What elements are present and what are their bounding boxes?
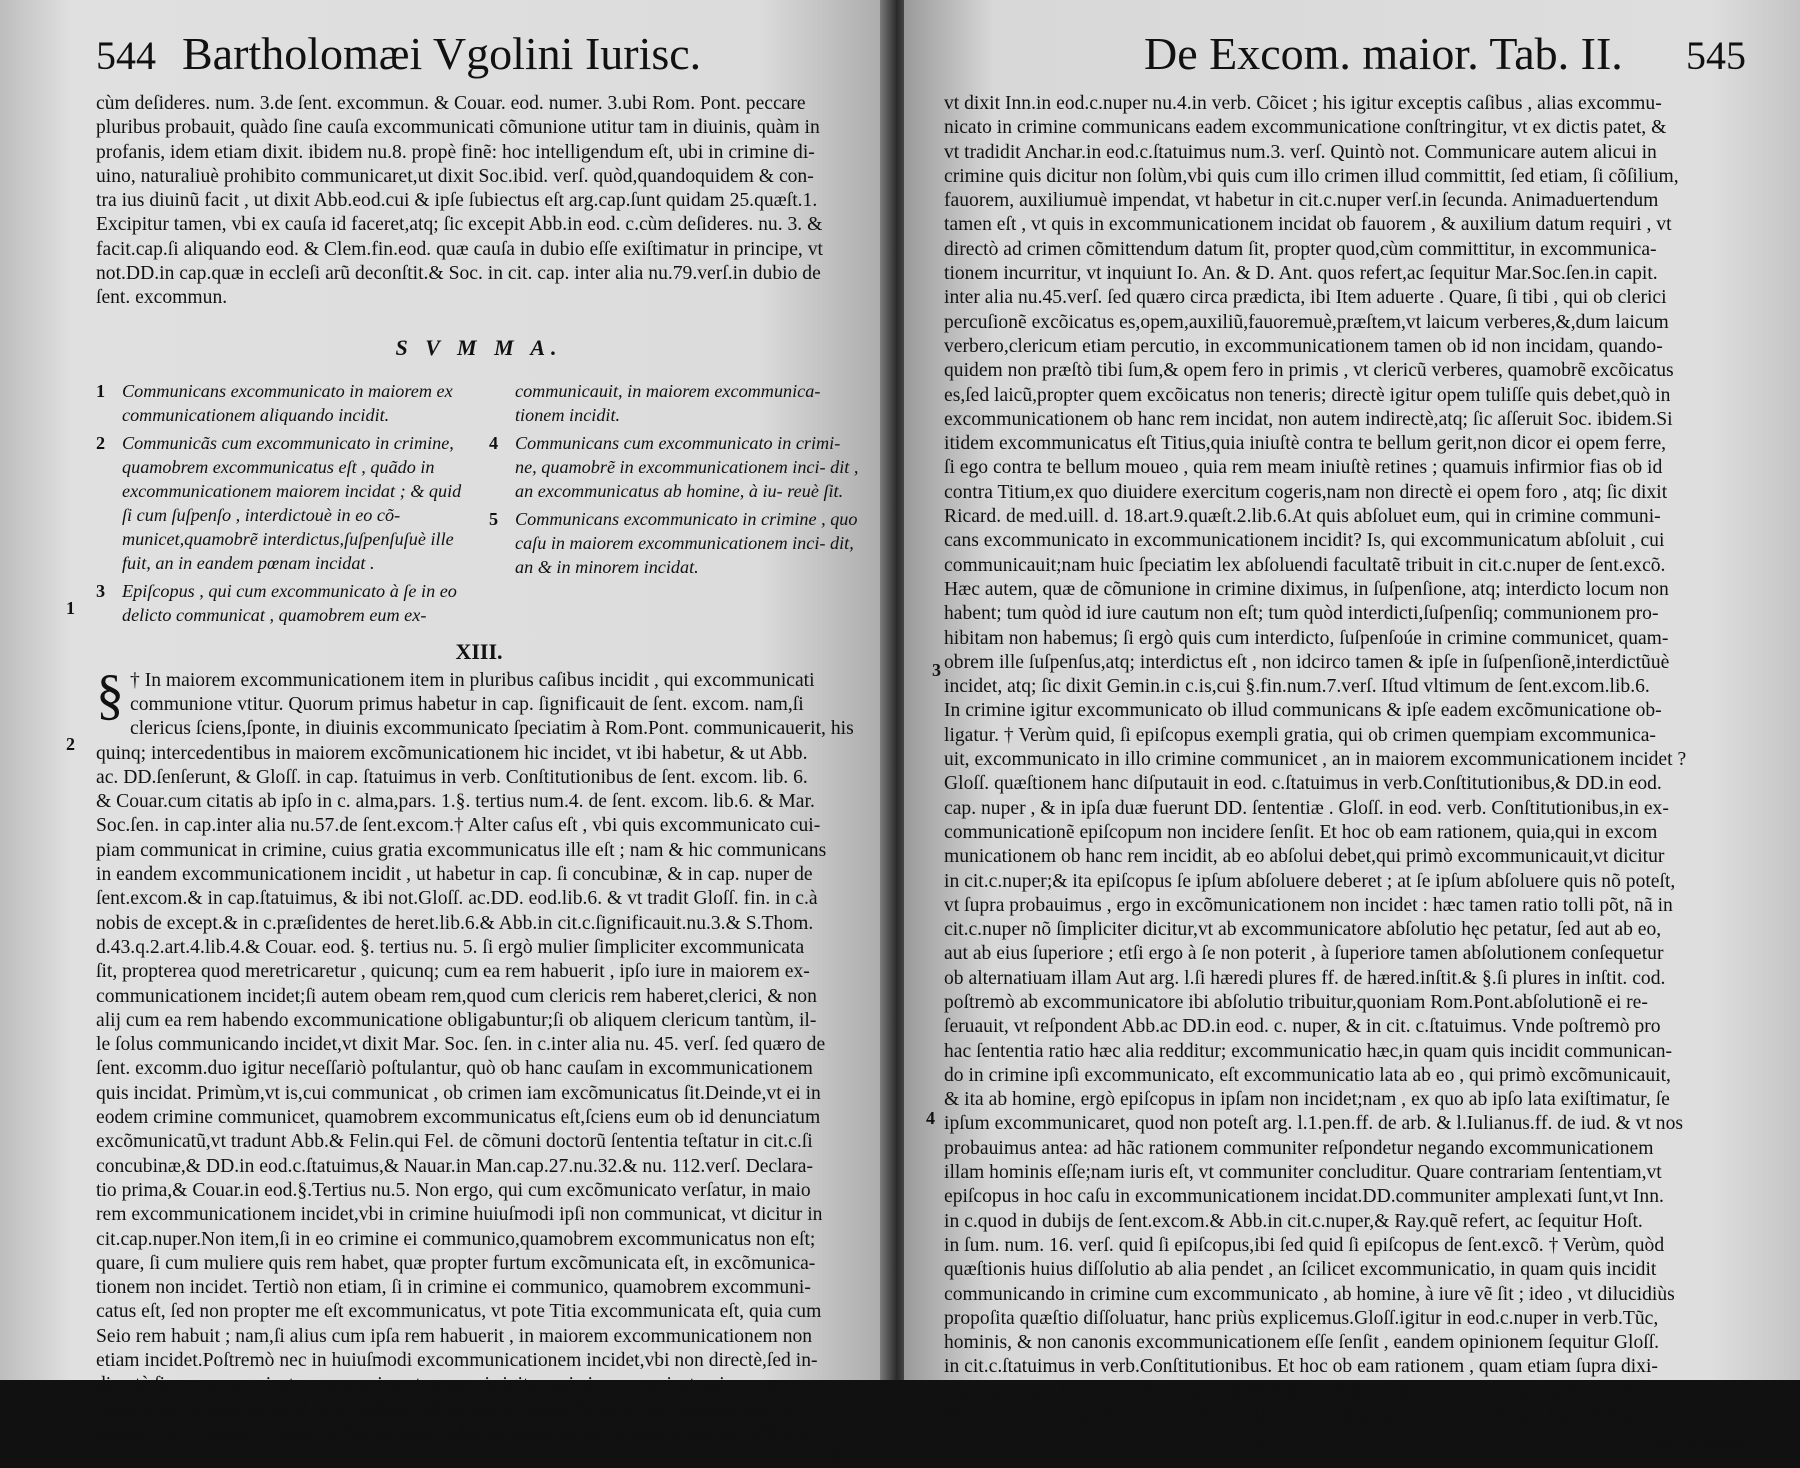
text-line: † In maiorem excommunicationem item in pluribus caſibus incidit , qui excommunicati <box>130 669 815 691</box>
text-line: itidem excommunicatus eſt Titius,quia iniuſtè contra te bellum gerit,non dicor ei opem ferre, <box>944 433 1667 455</box>
text-line: es,ſed laicũ,propter quem excõicatus non teneris; directè igitur opem tuliſſe quis debet,quò in <box>944 384 1671 406</box>
text-line: lit, cui communicando in excommunicationem incidit, ergo excommunicatio hæc ab homine <box>944 1405 1668 1427</box>
text-line: & ita ab homine, ergò epiſcopus in ipſam non incidet;nam , ex quo ab ipſo lata exiſtimatur, ſe <box>944 1089 1670 1111</box>
text-line: tra ius diuinũ facit , ut dixit Abb.eod.cui & ipſe ſubiectus eſt arg.cap.ſunt quidam 25.quæſt.1. <box>96 190 818 212</box>
body-text <box>944 92 1746 1428</box>
text-line: communione vtitur. Quorum primus habetur in cap. ſignificauit de ſent. excom. nam,ſi <box>130 693 804 715</box>
text-line: ac. DD.ſenſerunt, & Gloſſ. in cap. ſtatuimus in verb. Conſtitutionibus de ſent. excom. lib. 6. <box>96 766 808 788</box>
body-text <box>96 663 862 1447</box>
section-mark-icon: § <box>96 663 124 726</box>
summa-item-number <box>489 379 515 427</box>
summa-item <box>489 379 862 427</box>
summa-item-number: 5 <box>489 508 499 529</box>
text-line: & Couar.cum citatis ab ipſo in c. alma,pars. 1.§. tertius num.4. de ſent. excom. lib.6. & Mar. <box>96 791 815 813</box>
page-number: 545 <box>1686 33 1746 78</box>
text-line: in eandem excommunicationem incidit , ut habetur in cap. ſi concubinæ, & in cap. nuper de <box>96 864 813 886</box>
margin-number: 2 <box>66 734 75 754</box>
summa-title: S V M M A. <box>395 334 563 360</box>
text-line: aut ab eius ſuperiore ; etſi ergo à ſe non poterit , à ſuperiore tamen abſolutionem conſequetur <box>944 943 1664 965</box>
text-line: profanis, idem etiam dixit. ibidem nu.8. propè finẽ: hoc intelligendum eſt, ubi in crimine di- <box>96 141 815 163</box>
summa-item-text: Communicans cum excommunicato in crimi- ne, quamobrẽ in excommunicationem inci- dit , an excommunicatus ab homine, à iu- reuè ſit. <box>515 432 859 501</box>
summa-item-text: Communicans excommunicato in maiorem ex communicationem aliquando incidit. <box>122 380 453 425</box>
text-line: ſeruauit, vt reſpondent Abb.ac DD.in eod. c. nuper, & in cit. c.ſtatuimus. Vnde poſtremò pro <box>944 1016 1661 1038</box>
text-line: cans excommunicato in excommunicationem incidit? Is, qui excommunicatum abſoluit , cui <box>944 530 1665 552</box>
summa-item <box>96 579 469 627</box>
text-line: probauimus antea: ad hãc rationem communiter reſpondetur negando excommunicationem <box>944 1137 1654 1159</box>
text-line: facit.cap.ſi aliquando eod. & Clem.fin.eod. quæ cauſa in dubio eſſe exiſtimatur in principe, vt <box>96 238 823 260</box>
summa-item-text: Communicãs cum excommunicato in crimine, quamobrem excommunicatus eſt , quãdo in excommunicationem maiorem incidat ; & quid ſi cum ſuſpenſo , interdictouè in eo cõ- municet,quamobrẽ interdictus,ſuſpenſuſuè ille fuit, an in eandem pœnam incidat . <box>122 432 462 573</box>
text-line: catus eſt, ſed non propter me eſt excommunicatus, vt pote Titia excommunicata eſt, quia cum <box>96 1301 822 1323</box>
text-line: percuſionẽ excõicatus es,opem,auxiliũ,fauoremuè,præſtem,vt laicum verberes,&,dum laicum <box>944 311 1669 333</box>
text-line: poſtremò ab excommunicatore ibi abſolutio tribuitur,quoniam Rom.Pont.abſolutionẽ ei re- <box>944 991 1648 1013</box>
text-line: uit, excommunicato in illo crimine communicet , an in maiorem excommunicationem incidet ? <box>944 749 1687 771</box>
text-line: directò ad crimen cõmittendum datum ſit, propter quod,cùm committitur, in excommunica- <box>944 238 1657 260</box>
summa-item <box>489 507 862 579</box>
text-line: eodem crimine communicet, quamobrem excommunicatus eſt,ſciens eum ob id denunciatum <box>96 1107 821 1129</box>
running-head: Bartholomæi Vgolini Iurisc. <box>182 28 702 79</box>
text-line: tamen contra alium in bello excõmunicatum adiuuet,maiorem excommunicationem effugiet, <box>96 1422 819 1444</box>
text-line: crimine quis dicitur non ſolùm,vbi quis cum illo crimen illud committit, ſed etiam, ſi cõſilium, <box>944 165 1679 187</box>
summa-column-left <box>96 379 469 631</box>
text-line: tamen eſt , vt quis in excommunicationem incidat ob fauorem , & auxilium datum requiri , vt <box>944 214 1672 236</box>
text-line: hibitam non habemus; ſi ergò quis cum interdicto, ſuſpenſoúe in crimine communicet, quam- <box>944 627 1669 649</box>
summa-item-number: 1 <box>96 380 106 401</box>
section-title: XIII. <box>455 638 503 664</box>
summa-item-number: 3 <box>96 580 106 601</box>
text-line: contra Titium,ex quo diuidere exercitum cogeris,nam non directè ei opem foro , atq; ſic dixit <box>944 481 1668 503</box>
text-line: etiam incidet.Poſtremò nec in huiuſmodi excommunicationem incidet,vbi non directè,ſed in- <box>96 1349 818 1371</box>
text-line: Gloſſ. quæſtionem hanc diſputauit in eod. c.ſtatuimus in verb.Conſtitutionibus,& DD.in eod. <box>944 773 1662 795</box>
summa-item <box>96 431 469 575</box>
text-line: In crimine igitur excommunicato ob illud communicans & ipſe eadem excõmunicatione ob- <box>944 700 1662 722</box>
page-number: 544 <box>96 33 156 78</box>
summa-item <box>489 431 862 503</box>
text-line: hominis, & non canonis excommunicationem eſſe ſenſit , eandem opinionem ſequitur Gloſſ. <box>944 1332 1660 1354</box>
text-line: not.DD.in cap.quæ in eccleſi arũ deconſtit.& Soc. in cit. cap. inter alia nu.79.verſ.in dubio de <box>96 263 821 285</box>
text-line: obrem ille ſuſpenſus,atq; interdictus eſt , non idcirco tamen & ipſe in ſuſpenſionẽ,interdictũuè <box>944 651 1670 673</box>
right-page <box>904 0 1800 1456</box>
text-line: vt ſupra probauimus , ergo in excõmunicationem non incidet : hæc tamen ratio tolli põt, nã in <box>944 894 1673 916</box>
text-line: verbero,clericum etiam percutio, in excommunicationem tamen ob id non incidam, quando- <box>944 335 1663 357</box>
text-line: d.43.q.2.art.4.lib.4.& Couar. eod. §. tertius nu. 5. ſi ergò mulier ſimpliciter excommunicata <box>96 936 805 958</box>
text-line: in c.quod in dubijs de ſent.excom.& Abb.in cit.c.nuper,& Ray.quẽ refert, ac ſequitur Hoſt. <box>944 1210 1643 1232</box>
text-line: quidem non præſtò tibi ſum,& opem fero in primis , vt clericũ verberes, quamobrẽ excõicatus <box>944 360 1674 382</box>
summa-item-number: 2 <box>96 432 106 453</box>
text-line: Excipitur tamen, vbi ex cauſa id faceret,atq; ſic excepit Abb.in eod. c.cùm deſideres. nu. 3. & <box>96 214 823 236</box>
text-line: concubinæ,& DD.in eod.c.ſtatuimus,& Nauar.in Man.cap.27.nu.32.& nu. 112.verſ. Declara- <box>96 1155 813 1177</box>
margin-number: 1 <box>66 598 75 618</box>
text-line: ligatur. † Verùm quid, ſi epiſcopus exempli gratia, qui ob crimen quempiam excommunica- <box>944 724 1656 746</box>
text-line: le ſolus communicando incidet,vt dixit Mar. Soc. ſen. in c.inter alia nu. 45. verſ. ſed quæro de <box>96 1034 826 1056</box>
text-line: ſent. excommun. <box>96 287 228 309</box>
text-line: tionem non incidet. Tertiò non etiam, ſi in crimine ei communico, quamobrem excommuni- <box>96 1277 811 1299</box>
text-line: incidet, atq; ſic dixit Gemin.in c.is,cui §.fin.num.7.verſ. Iſtud vltimum de ſent.excom.lib.6. <box>944 676 1650 698</box>
summa-item-text: Communicans excommunicato in crimine , quo caſu in maiorem excommunicationem inci- dit, an & in minorem incidat. <box>515 508 858 577</box>
summa-list <box>96 379 862 631</box>
text-line: excommunicationem ob hanc rem incidat, non autem indirectè,atq; ſic aſſeruit Soc. ibidem.Si <box>944 408 1673 430</box>
text-line: vt dixit Inn.in eod.c.nuper nu.4.in verb. Cõicet ; his igitur exceptis caſibus , alias excommu- <box>944 93 1662 114</box>
text-line: quinq; intercedentibus in maiorem excõmunicationem hic incidet, vt ibi habetur, & ut Abb. <box>96 742 808 764</box>
text-line: vt tradidit Anchar.in eod.c.ſtatuimus num.3. verſ. Quintò not. Communicare autem alicui in <box>944 141 1657 163</box>
text-line: clericus ſciens,ſponte, in diuinis excommunicato ſpeciatim à Rom.Pont. communicauerit, his <box>130 718 854 740</box>
text-line: quis incidat. Primùm,vt is,cui communicat , ob crimen iam excõmunicatus ſit.Deinde,vt ei in <box>96 1082 821 1104</box>
text-line: cap. nuper , & in ipſa duæ fuerunt DD. ſententiæ . Gloſſ. in eod. verb. Conſtitutionibus,in ex- <box>944 797 1669 819</box>
text-line: uino, naturaliuè prohibito communicaret,ut dixit Soc.ibid. verſ. quòd,quandoquidem & con- <box>96 165 814 187</box>
text-line: directè ſic excommunicato communicaret; quamuis igitur,qui ei communicat,qui excommu- <box>96 1374 814 1396</box>
text-line: ſent. excomm.duo igitur neceſſariò poſtulantur, quò ob hanc cauſam in excommunicationem <box>96 1058 813 1080</box>
text-line: pluribus probauit, quàdo ſine cauſa excommunicati cõmunione utitur tam in diuinis, quàm in <box>96 117 820 139</box>
catchword: vt dixit <box>805 1446 862 1468</box>
right-header <box>944 24 1746 92</box>
text-line: municationem ob hanc rem incidit, ab eo abſolui debet,qui primò excommunicauit,vt dicitur <box>944 846 1665 868</box>
intro-paragraph <box>96 92 862 311</box>
text-line: ipſum excommunicaret, quod non poteſt arg. l.1.pen.ff. de arb. & l.Iulianus.ff. de iud. & vt nos <box>944 1113 1683 1135</box>
text-line: ſit, propterea quod meretricaretur , quicunq; cum ea rem habuerit , ipſo iure in maiorem ex- <box>96 961 810 983</box>
text-line: fauorem, auxiliumuè impendat, vt habetur in cit.c.nuper verſ.in ſecunda. Animaduertendum <box>944 190 1659 212</box>
text-line: communicationem incidet;ſi autem obeam rem,quod cum clericis rem haberet,clerici, & non <box>96 985 817 1007</box>
text-line: illam hominis eſſe;nam iuris eſt, vt communiter concluditur. Quare contrariam ſententiam,vt <box>944 1162 1662 1184</box>
signature-mark: Zz 3 <box>1244 1434 1279 1456</box>
text-line: do in crimine ipſi excommunicato, eſt excommunicatio lata ab eo , qui primò excõmunicauit, <box>944 1064 1671 1086</box>
margin-number: 4 <box>926 1108 935 1128</box>
text-line: tio prima,& Couar.in eod.§.Tertius nu.5. Non ergo, qui cum excõmunicato verſatur, in maio <box>96 1179 811 1201</box>
body-lines <box>96 663 862 1447</box>
text-line: rem excommunicationem incidet,vbi in crimine huiuſmodi ipſi non communicat, vt dicitur in <box>96 1204 823 1226</box>
text-line: nobis de except.& in c.præſidentes de heret.lib.6.& Abb.in cit.c.ſignificauit.nu.3.& S.Thom. <box>96 912 814 934</box>
text-line: in cit.c.nuper;& ita epiſcopus ſe ipſum abſoluere deberet ; at ſe ipſum abſoluere quis nõ poteſt, <box>944 870 1676 892</box>
text-line: Ricard. de med.uill. d. 18.art.9.quæſt.2.lib.6.At quis abſoluet eum, qui in crimine communi- <box>944 506 1661 528</box>
summa-item-text: communicauit, in maiorem excommunica- tionem incidit. <box>515 380 821 425</box>
text-line: hac ſententia ratio hæc alia redditur; excommunicatio hæc,in quam quis incidit communican- <box>944 1040 1673 1062</box>
running-head: De Excom. maior. Tab. II. <box>1144 28 1623 79</box>
text-line: Seio rem habuit ; nam,ſi alius cum ipſa rem habuerit , in maiorem excommunicationem non <box>96 1325 813 1347</box>
text-line: ob alternatiuam illam Aut arg. l.ſi hæredi plures ff. de hæred.inſtit.& §.ſi plures in inſtit. cod. <box>944 967 1666 989</box>
text-line: ſent.excom.& in cap.ſtatuimus, & ibi not.Gloſſ. ac.DD. eod.lib.6. & vt tradit Gloſſ. fin. in c.à <box>96 888 818 910</box>
summa-item <box>96 379 469 427</box>
text-line: tionem incurritur, vt inquiunt Io. An. & D. Ant. quos refert,ac ſequitur Mar.Soc.ſen.in capit. <box>944 263 1658 285</box>
text-line: propoſita quæſtio diſſoluatur, hanc priùs explicemus.Gloſſ.igitur in eod.c.nuper in verb.Tũc, <box>944 1307 1659 1329</box>
text-line: habent; tum quòd id iure cautum non eſt; tum quòd interdicti,ſuſpenſiq; communionem pro- <box>944 603 1659 625</box>
summa-item-text: Epiſcopus , qui cum excommunicato à ſe in eo delicto communicat , quamobrem eum ex- <box>122 580 457 625</box>
text-line: ſi ego contra te bellum moueo , quia rem meam iniuſtè retines ; quamuis infirmior fias ob id <box>944 457 1663 479</box>
page-footer <box>944 1434 1746 1456</box>
text-line: in cit.c.ſtatuimus in verb.Conſtitutionibus. Et hoc ob eam rationem , quam etiam ſupra dixi- <box>944 1356 1658 1378</box>
left-header <box>96 24 862 92</box>
text-line: alij cum ea rem habendo excommunicatione obligabuntur;ſi ob aliquem clericum tantùm, il- <box>96 1009 817 1031</box>
text-line: communicando in crimine cum excommunicato , ab homine, à iure vẽ ſit ; ideo , vt dilucidiùs <box>944 1283 1675 1305</box>
left-page <box>0 0 892 1468</box>
text-line: nicatus eſt , propterea quod in eccleſiam bellum mouit, opem ferendo excommunicatus ſit , ſi <box>96 1398 822 1420</box>
text-line: mus, quoniam hic excommunicatus abſolui ab eo debet, qui excommunicationem in eum tu- <box>944 1380 1665 1402</box>
summa-column-right <box>489 379 862 631</box>
text-line: quæſtionis huius diſſolutio ab alia pendet , an ſcilicet excommunicatio, in quam quis incidit <box>944 1259 1657 1281</box>
text-line: epiſcopus in hoc caſu in excommunicationem incidat.DD.communiter amplexati ſunt,vt Inn. <box>944 1186 1664 1208</box>
text-line: inter alia nu.45.verſ. ſed quæro circa prædicta, ibi Item aduerte . Quare, ſi tibi , qui ob clerici <box>944 287 1667 309</box>
text-line: cit.c.nuper nõ ſimpliciter dicitur,vt ab excommunicatore abſolutio hęc petatur, ſed aut ab eo, <box>944 919 1662 941</box>
margin-number: 3 <box>932 660 941 680</box>
text-line: communicauit;nam huic ſpeciatim lex abſoluendi facultatẽ tribuit in cit.c.nuper de ſent.excõ. <box>944 554 1666 576</box>
text-line: Soc.ſen. in cap.inter alia nu.57.de ſent.excom.† Alter caſus eſt , vbi quis excommunicato cui- <box>96 815 821 837</box>
text-line: communicationẽ epiſcopum non incidere ſenſit. Et hoc ob eam rationem, quia,qui in excom <box>944 821 1658 843</box>
text-line: Hæc autem, quæ de cõmunione in crimine diximus, in ſuſpenſione, atq; interdicto locum non <box>944 578 1669 600</box>
summa-item-number: 4 <box>489 432 499 453</box>
text-line: piam communicat in crimine, cuius gratia excommunicatus ille eſt ; nam & hic communicans <box>96 839 827 861</box>
text-line: in ſum. num. 16. verſ. quid ſi epiſcopus,ibi ſed quid ſi epiſcopus de ſent.excõ. † Verùm, quòd <box>944 1234 1665 1256</box>
text-line: cit.cap.nuper.Non item,ſi in eo crimine ei communico,quamobrem excommunicatus non eſt; <box>96 1228 816 1250</box>
text-line: nicato in crimine communicans eadem excommunicatione conſtringitur, vt ex dictis patet, & <box>944 117 1667 139</box>
text-line: quare, ſi cum muliere quis rem habet, quæ propter furtum excõmunicata eſt, in excõmunica- <box>96 1252 816 1274</box>
text-line: excõmunicatũ,vt tradunt Abb.& Felin.qui Fel. de cõmuni doctorũ ſententia teſtatur in cit.c.ſi <box>96 1131 813 1153</box>
catchword: eſt; alioquin <box>1654 1434 1746 1456</box>
text-line: cùm deſideres. num. 3.de ſent. excommun. & Couar. eod. numer. 3.ubi Rom. Pont. peccare <box>96 93 806 114</box>
